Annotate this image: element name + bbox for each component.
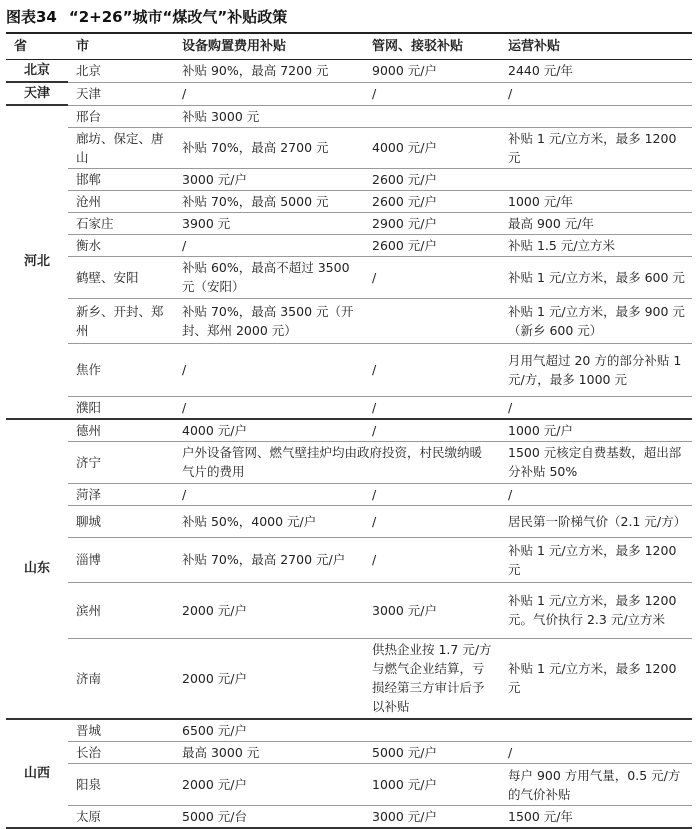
- table-row: [6, 441, 692, 483]
- table-row: [6, 806, 692, 829]
- city-cell: 济宁: [68, 441, 174, 483]
- equipment-cell: /: [174, 234, 364, 256]
- equipment-cell: 补贴 3000 元: [174, 105, 364, 127]
- table-row: [6, 127, 692, 168]
- city-cell: 鹤壁、安阳: [68, 256, 174, 298]
- operating-cell: /: [500, 82, 692, 105]
- pipeline-cell: 2600 元/户: [364, 234, 500, 256]
- pipeline-cell: 供热企业按 1.7 元/方与燃气企业结算，亏损经第三方审计后予以补贴: [364, 638, 500, 719]
- equipment-pipeline-merged-cell: 户外设备管网、燃气壁挂炉均由政府投资，村民缴纳暖气片的费用: [174, 441, 500, 483]
- pipeline-cell: /: [364, 82, 500, 105]
- province-cell: 山西: [6, 719, 68, 828]
- operating-cell: 补贴 1 元/立方米，最多 900 元（新乡 600 元）: [500, 298, 692, 343]
- pipeline-cell: /: [364, 256, 500, 298]
- pipeline-cell: 4000 元/户: [364, 127, 500, 168]
- city-cell: 新乡、开封、郑州: [68, 298, 174, 343]
- pipeline-cell: 2600 元/户: [364, 190, 500, 212]
- table-row: [6, 234, 692, 256]
- equipment-cell: 补贴 60%，最高不超过 3500 元（安阳）: [174, 256, 364, 298]
- pipeline-cell: /: [364, 537, 500, 582]
- city-cell: 德州: [68, 419, 174, 442]
- operating-cell: 补贴 1 元/立方米，最多 1200 元: [500, 537, 692, 582]
- equipment-cell: 补贴 90%，最高 7200 元: [174, 60, 364, 83]
- pipeline-cell: 1000 元/户: [364, 764, 500, 806]
- operating-cell: 每户 900 方用气量，0.5 元/方的气价补贴: [500, 764, 692, 806]
- city-cell: 滨州: [68, 582, 174, 638]
- table-row: [6, 742, 692, 764]
- pipeline-cell: /: [364, 483, 500, 505]
- pipeline-cell: /: [364, 396, 500, 419]
- city-cell: 廊坊、保定、唐山: [68, 127, 174, 168]
- province-cell: 北京: [6, 60, 68, 83]
- equipment-cell: /: [174, 396, 364, 419]
- equipment-cell: 3900 元: [174, 212, 364, 234]
- table-row: [6, 298, 692, 343]
- operating-cell: 补贴 1 元/立方米，最多 1200 元。气价执行 2.3 元/立方米: [500, 582, 692, 638]
- city-cell: 阳泉: [68, 764, 174, 806]
- operating-cell: 1500 元/年: [500, 806, 692, 829]
- operating-cell: 居民第一阶梯气价（2.1 元/方）: [500, 505, 692, 537]
- header-city: 市: [68, 33, 174, 60]
- city-cell: 聊城: [68, 505, 174, 537]
- pipeline-cell: 2900 元/户: [364, 212, 500, 234]
- province-cell: 河北: [6, 105, 68, 419]
- city-cell: 晋城: [68, 719, 174, 742]
- pipeline-cell: 2600 元/户: [364, 168, 500, 190]
- city-cell: 淄博: [68, 537, 174, 582]
- pipeline-cell: 9000 元/户: [364, 60, 500, 83]
- city-cell: 菏泽: [68, 483, 174, 505]
- province-cell: 天津: [6, 82, 68, 105]
- pipeline-cell: [364, 105, 500, 127]
- city-cell: 石家庄: [68, 212, 174, 234]
- table-row: [6, 60, 692, 83]
- equipment-cell: 补贴 50%，4000 元/户: [174, 505, 364, 537]
- operating-cell: 补贴 1 元/立方米，最多 1200 元: [500, 638, 692, 719]
- equipment-cell: 3000 元/户: [174, 168, 364, 190]
- equipment-cell: 补贴 70%，最高 2700 元/户: [174, 537, 364, 582]
- equipment-cell: 最高 3000 元: [174, 742, 364, 764]
- operating-cell: /: [500, 396, 692, 419]
- header-pipeline-subsidy: 管网、接驳补贴: [364, 33, 500, 60]
- table-row: [6, 537, 692, 582]
- pipeline-cell: 3000 元/户: [364, 806, 500, 829]
- operating-cell: 最高 900 元/年: [500, 212, 692, 234]
- operating-cell: 1000 元/年: [500, 190, 692, 212]
- header-province: 省: [6, 33, 68, 60]
- table-row: [6, 343, 692, 396]
- pipeline-cell: /: [364, 343, 500, 396]
- table-row: [6, 82, 692, 105]
- operating-cell: [500, 168, 692, 190]
- equipment-cell: 补贴 70%，最高 2700 元: [174, 127, 364, 168]
- table-row: [6, 582, 692, 638]
- operating-cell: 补贴 1 元/立方米，最多 600 元: [500, 256, 692, 298]
- equipment-cell: 6500 元/户: [174, 719, 364, 742]
- city-cell: 沧州: [68, 190, 174, 212]
- operating-cell: [500, 719, 692, 742]
- equipment-cell: 4000 元/户: [174, 419, 364, 442]
- table-row: [6, 190, 692, 212]
- operating-cell: [500, 105, 692, 127]
- header-operating-subsidy: 运营补贴: [500, 33, 692, 60]
- equipment-cell: /: [174, 483, 364, 505]
- city-cell: 济南: [68, 638, 174, 719]
- operating-cell: 1500 元核定自费基数，超出部分补贴 50%: [500, 441, 692, 483]
- table-row: [6, 483, 692, 505]
- equipment-cell: /: [174, 82, 364, 105]
- table-row: [6, 505, 692, 537]
- city-cell: 长治: [68, 742, 174, 764]
- table-row: [6, 396, 692, 419]
- equipment-cell: 2000 元/户: [174, 764, 364, 806]
- equipment-cell: 5000 元/台: [174, 806, 364, 829]
- pipeline-cell: 3000 元/户: [364, 582, 500, 638]
- equipment-cell: 2000 元/户: [174, 638, 364, 719]
- city-cell: 衡水: [68, 234, 174, 256]
- operating-cell: 月用气超过 20 方的部分补贴 1 元/方，最多 1000 元: [500, 343, 692, 396]
- figure-title: [0, 0, 698, 32]
- header-row: [6, 33, 692, 60]
- city-cell: 焦作: [68, 343, 174, 396]
- pipeline-cell: /: [364, 505, 500, 537]
- city-cell: 北京: [68, 60, 174, 83]
- equipment-cell: 2000 元/户: [174, 582, 364, 638]
- table-row: [6, 419, 692, 442]
- operating-cell: 2440 元/年: [500, 60, 692, 83]
- province-cell: 山东: [6, 419, 68, 720]
- table-row: [6, 719, 692, 742]
- header-equipment-subsidy: 设备购置费用补贴: [174, 33, 364, 60]
- operating-cell: 补贴 1.5 元/立方米: [500, 234, 692, 256]
- pipeline-cell: [364, 719, 500, 742]
- figure-number: 图表34: [6, 7, 57, 26]
- table-row: [6, 638, 692, 719]
- pipeline-cell: 5000 元/户: [364, 742, 500, 764]
- operating-cell: /: [500, 742, 692, 764]
- operating-cell: 补贴 1 元/立方米，最多 1200 元: [500, 127, 692, 168]
- equipment-cell: /: [174, 343, 364, 396]
- equipment-cell: 补贴 70%，最高 3500 元（开封、郑州 2000 元）: [174, 298, 364, 343]
- equipment-cell: 补贴 70%，最高 5000 元: [174, 190, 364, 212]
- pipeline-cell: [364, 298, 500, 343]
- subsidy-policy-table: [6, 32, 692, 829]
- table-row: [6, 105, 692, 127]
- table-row: [6, 256, 692, 298]
- city-cell: 邯郸: [68, 168, 174, 190]
- table-row: [6, 764, 692, 806]
- city-cell: 濮阳: [68, 396, 174, 419]
- city-cell: 天津: [68, 82, 174, 105]
- city-cell: 邢台: [68, 105, 174, 127]
- table-row: [6, 212, 692, 234]
- operating-cell: 1000 元/户: [500, 419, 692, 442]
- pipeline-cell: /: [364, 419, 500, 442]
- table-row: [6, 168, 692, 190]
- operating-cell: /: [500, 483, 692, 505]
- figure-caption: “2+26”城市“煤改气”补贴政策: [68, 7, 288, 26]
- city-cell: 太原: [68, 806, 174, 829]
